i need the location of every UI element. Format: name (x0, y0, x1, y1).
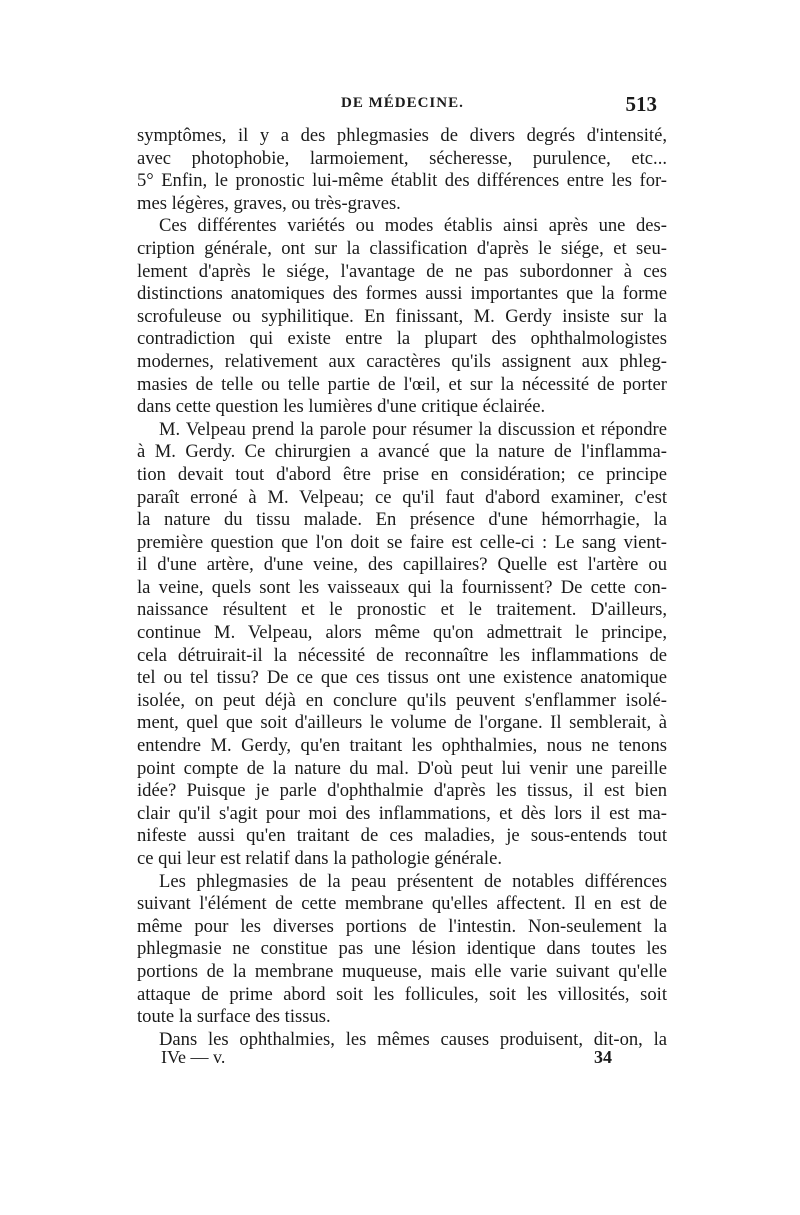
text-line: avec photophobie, larmoiement, sécheresse, purulence, etc... (137, 147, 667, 169)
text-line: même pour les diverses portions de l'intestin. Non-seulement la (137, 915, 667, 937)
text-line: suivant l'élément de cette membrane qu'elles affectent. Il en est de (137, 893, 667, 915)
body-text (137, 125, 667, 1051)
text-line: distinctions anatomiques des formes aussi importantes que la forme (137, 283, 667, 305)
text-line: paraît erroné à M. Velpeau; ce qu'il faut d'abord examiner, c'est (137, 486, 667, 508)
text-line: dans cette question les lumières d'une critique éclairée. (137, 396, 546, 418)
text-line: portions de la membrane muqueuse, mais elle varie suivant qu'elle (137, 960, 667, 982)
text-line: lement d'après le siége, l'avantage de ne pas subordonner à ces (137, 260, 667, 282)
text-line: première question que l'on doit se faire est celle-ci : Le sang vient- (137, 531, 667, 553)
text-line: contradiction qui existe entre la plupart des ophthalmologistes (137, 328, 667, 350)
text-line: ce qui leur est relatif dans la pathologie générale. (137, 848, 503, 869)
signature-mark: IVe — v. (161, 1047, 226, 1067)
text-line: M. Velpeau prend la parole pour résumer la discussion et répondre (159, 418, 667, 440)
text-line: il d'une artère, d'une veine, des capillaires? Quelle est l'artère ou (137, 554, 667, 576)
text-line: Dans les ophthalmies, les mêmes causes produisent, dit-on, la (159, 1028, 667, 1050)
text-line: symptômes, il y a des phlegmasies de divers degrés d'intensité, (137, 125, 667, 146)
running-head: DE MÉDECINE. (341, 95, 464, 111)
text-line: cela détruirait-il la nécessité de reconnaître les inflammations de (137, 644, 667, 666)
text-line: à M. Gerdy. Ce chirurgien a avancé que la nature de l'inflamma- (137, 441, 667, 463)
text-line: modernes, relativement aux caractères qu'ils assignent aux phleg- (137, 350, 667, 372)
text-line: continue M. Velpeau, alors même qu'on admettrait le principe, (137, 622, 667, 644)
text-line: masies de telle ou telle partie de l'œil, et sur la nécessité de porter (137, 373, 667, 395)
text-line: 5° Enfin, le pronostic lui-même établit des différences entre les for- (137, 170, 667, 192)
text-line: cription générale, ont sur la classification d'après le siége, et seu- (137, 237, 667, 259)
text-line: attaque de prime abord soit les follicules, soit les villosités, soit (137, 983, 667, 1005)
text-line: la nature du tissu malade. En présence d'une hémorrhagie, la (137, 509, 667, 531)
text-line: tion devait tout d'abord être prise en considération; ce principe (137, 463, 667, 485)
text-line: Ces différentes variétés ou modes établis ainsi après une des- (159, 215, 667, 237)
text-line: idée? Puisque je parle d'ophthalmie d'après les tissus, il est bien (137, 780, 667, 802)
text-line: clair qu'il s'agit pour moi des inflammations, et dès lors il est ma- (137, 802, 667, 824)
text-line: tel ou tel tissu? De ce que ces tissus ont une existence anatomique (137, 667, 667, 689)
text-line: scrofuleuse ou syphilitique. En finissant, M. Gerdy insiste sur la (137, 305, 667, 327)
text-line: mes légères, graves, ou très-graves. (137, 192, 401, 214)
sheet-number: 34 (594, 1047, 612, 1067)
text-line: entendre M. Gerdy, qu'en traitant les ophthalmies, nous ne tenons (137, 735, 667, 757)
text-line: Les phlegmasies de la peau présentent de notables différences (159, 870, 667, 892)
text-line: la veine, quels sont les vaisseaux qui la fournissent? De cette con- (137, 576, 667, 598)
page-header (137, 92, 667, 125)
text-line: point compte de la nature du mal. D'où peut lui venir une pareille (137, 757, 667, 779)
page-number: 513 (625, 92, 657, 116)
page-footer (137, 1047, 667, 1073)
text-line: ment, quel que soit d'ailleurs le volume de l'organe. Il semblerait, à (137, 712, 667, 734)
text-line: isolée, on peut déjà en conclure qu'ils peuvent s'enflammer isolé- (137, 689, 667, 711)
text-line: naissance résultent et le pronostic et le traitement. D'ailleurs, (137, 599, 667, 621)
text-line: nifeste aussi qu'en traitant de ces maladies, je sous-entends tout (137, 825, 667, 847)
text-line: toute la surface des tissus. (137, 1006, 331, 1028)
text-line: phlegmasie ne constitue pas une lésion identique dans toutes les (137, 938, 667, 960)
